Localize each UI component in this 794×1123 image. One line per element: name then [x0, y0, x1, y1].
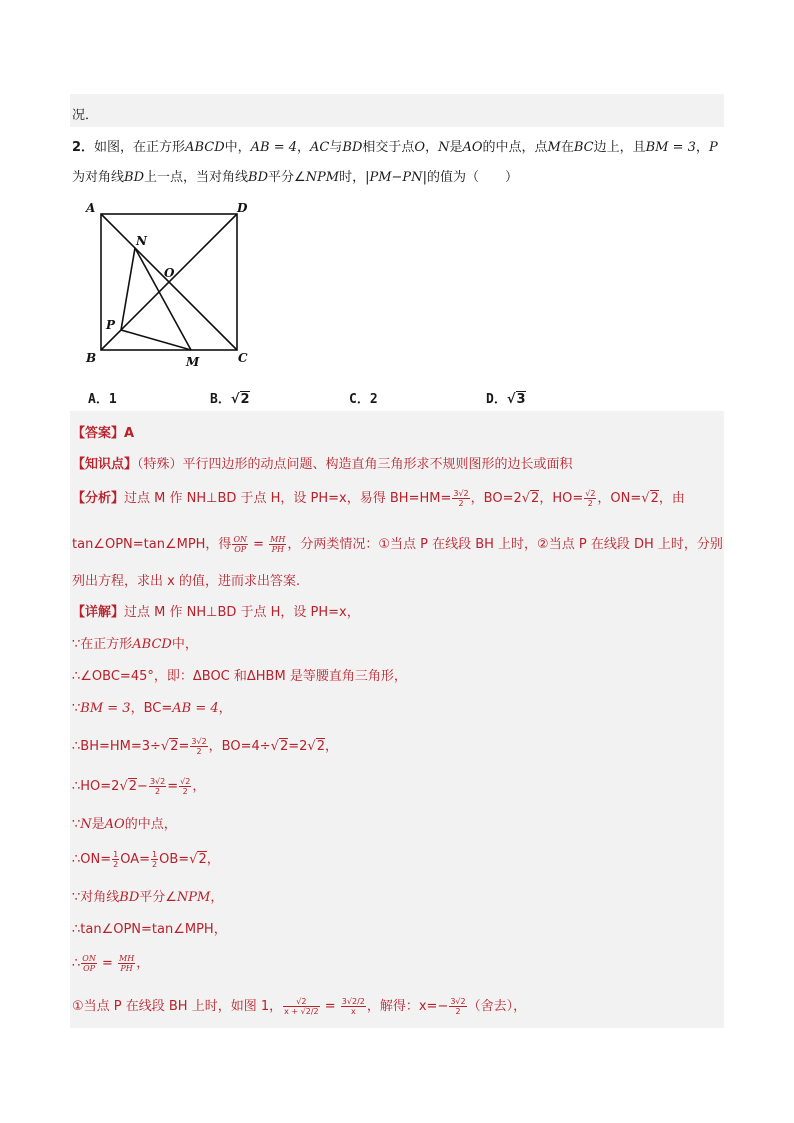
- frac-num: ON: [233, 535, 247, 544]
- option-d[interactable]: [486, 388, 526, 407]
- d-math: N: [80, 817, 92, 832]
- detail-line-3: ∴∠OBC=45°，即：ΔBOC 和ΔHBM 是等腰直角三角形，: [72, 669, 407, 684]
- d-math: BD: [119, 890, 140, 905]
- fraction: [179, 777, 191, 796]
- detail-line-5: [72, 735, 338, 756]
- analysis-tag: 【分析】: [72, 491, 125, 506]
- d-text: 过点 M 作 NH⊥BD 于点 H，设 PH=x，: [124, 605, 360, 620]
- q-math: BC: [573, 140, 594, 155]
- q-text: 平分∠: [268, 170, 306, 185]
- q-text: 与: [329, 140, 343, 155]
- frac-num: 3√2: [149, 777, 166, 786]
- answer-tag: 【答案】: [72, 426, 125, 441]
- d-text: ，: [192, 779, 206, 794]
- prev-block-bg: [70, 94, 724, 127]
- a-text: ，HO=: [539, 491, 584, 506]
- fraction: [149, 777, 166, 796]
- frac-den: 2: [182, 787, 188, 796]
- option-d-prefix: D．: [486, 392, 507, 407]
- d-text: ∵: [72, 701, 81, 716]
- d-text: ∵对角线: [72, 890, 120, 905]
- fraction: [341, 997, 366, 1016]
- q-math: M: [547, 140, 561, 155]
- label-a: A: [86, 201, 96, 215]
- d-text: ，BO=4÷: [208, 739, 271, 754]
- label-c: C: [238, 351, 248, 365]
- frac-num: 3√2/2: [341, 997, 365, 1006]
- radicand: 2: [170, 739, 179, 754]
- d-text: =: [97, 956, 118, 971]
- radicand: 2: [531, 491, 540, 506]
- question-number: 2．: [72, 140, 95, 155]
- detail-line-1: [72, 601, 360, 620]
- d-text: ，: [324, 739, 338, 754]
- detail-line-7: [72, 813, 177, 832]
- a-text: 过点 M 作 NH⊥BD 于点 H，设 PH=x，易得 BH=HM=: [124, 491, 452, 506]
- fraction: [584, 489, 596, 508]
- d-text: ，BC=: [130, 701, 173, 716]
- d-text: ∴: [72, 956, 81, 971]
- d-text: =: [167, 779, 179, 794]
- d-text: OA=: [120, 852, 151, 867]
- q-text: 的中点，点: [482, 140, 548, 155]
- fraction: [449, 997, 466, 1016]
- sqrt: √2: [160, 739, 179, 754]
- d-text: 中，: [171, 637, 198, 652]
- detail-line-10: ∴tan∠OPN=tan∠MPH，: [72, 922, 227, 937]
- label-m: M: [186, 355, 200, 369]
- q-text: 在: [560, 140, 574, 155]
- frac-den: 2: [152, 860, 158, 869]
- q-text: ，: [297, 140, 311, 155]
- q-text: 边上，且: [593, 140, 646, 155]
- fraction: [283, 997, 320, 1016]
- frac-den: 2: [458, 499, 464, 508]
- d-text: 是: [91, 817, 105, 832]
- q-math: AC: [310, 140, 330, 155]
- frac-den: OP: [83, 964, 96, 973]
- d-math: AO: [104, 817, 125, 832]
- d-text: ∵在正方形: [72, 637, 133, 652]
- sqrt: √2: [521, 491, 540, 506]
- a-text: ，分两类情况：①当点 P 在线段 BH 上时，②当点 P 在线段 DH 上时，分别: [287, 537, 723, 552]
- fraction: [232, 535, 248, 554]
- d-text: ，: [136, 956, 150, 971]
- q-math: BD: [342, 140, 363, 155]
- analysis-line-2: [72, 533, 723, 554]
- knowledge-line: [72, 453, 573, 472]
- frac-num: 3√2: [453, 489, 469, 498]
- label-b: B: [86, 351, 97, 365]
- frac-den: PH: [120, 964, 133, 973]
- prev-text: 况．: [72, 108, 99, 123]
- radicand: 2: [128, 779, 138, 794]
- q-math: BD: [248, 170, 268, 185]
- d-text: ∴BH=HM=3÷: [72, 739, 161, 754]
- d-text: ，: [206, 852, 220, 867]
- radicand: 2: [198, 852, 207, 867]
- frac-den: 2: [113, 860, 119, 869]
- option-c[interactable]: C．2: [349, 392, 378, 407]
- option-a[interactable]: A．1: [88, 392, 117, 407]
- frac-den: 2: [455, 1007, 461, 1016]
- q-math: P: [708, 140, 718, 155]
- frac-num: 3√2: [450, 997, 466, 1006]
- sqrt: √2: [641, 491, 659, 506]
- question-line-1: [72, 136, 718, 155]
- option-b-value: 2: [240, 392, 250, 407]
- q-math: BD: [124, 170, 144, 185]
- detail-line-12: [72, 995, 526, 1016]
- label-n: N: [136, 234, 147, 248]
- frac-den: 2: [196, 747, 202, 756]
- frac-num: ON: [82, 954, 96, 963]
- option-b-prefix: B．: [210, 392, 231, 407]
- sqrt: √2: [189, 852, 207, 867]
- q-math: NPM: [305, 170, 340, 185]
- a-text: ，BO=2: [470, 491, 522, 506]
- knowledge-tag: 【知识点】: [72, 457, 138, 472]
- question-line-2: [72, 166, 518, 185]
- radicand: 2: [316, 739, 325, 754]
- answer-value: A: [124, 426, 135, 441]
- d-text: OB=: [159, 852, 190, 867]
- segment-nm: [135, 248, 191, 350]
- frac-num: MH: [119, 954, 135, 963]
- sqrt-symbol: √3: [506, 392, 526, 407]
- fraction: [151, 850, 158, 869]
- fraction: [269, 535, 286, 554]
- q-math: BM = 3: [645, 140, 696, 155]
- d-text: （舍去），: [467, 999, 527, 1014]
- q-text: 为对角线: [72, 170, 125, 185]
- frac-num: √2: [585, 489, 596, 498]
- q-text: ，: [695, 140, 709, 155]
- q-math: AO: [462, 140, 483, 155]
- d-text: −: [137, 779, 148, 794]
- fraction: [452, 489, 469, 508]
- q-text: 是: [449, 140, 463, 155]
- d-text: ，: [210, 890, 224, 905]
- q-text: ，: [425, 140, 439, 155]
- fraction: [190, 737, 207, 756]
- d-text: ①当点 P 在线段 BH 上时，如图 1，: [72, 999, 283, 1014]
- frac-den: OP: [234, 545, 247, 554]
- q-text: 时，|: [339, 170, 370, 185]
- fraction: [118, 954, 135, 973]
- q-math: PM−PN: [369, 170, 423, 185]
- a-text: ，ON=: [597, 491, 642, 506]
- d-text: =: [178, 739, 190, 754]
- frac-num: √2: [283, 997, 320, 1007]
- knowledge-text: （特殊）平行四边形的动点问题、构造直角三角形求不规则图形的边长或面积: [137, 457, 573, 472]
- frac-den: 2: [155, 787, 161, 796]
- d-text: =2: [288, 739, 308, 754]
- segment-pm: [121, 330, 191, 350]
- d-math: AB = 4: [172, 701, 219, 716]
- a-text: tan∠OPN=tan∠MPH，得: [72, 537, 232, 552]
- analysis-line-1: [72, 487, 685, 508]
- frac-num: MH: [270, 535, 286, 544]
- q-text: 中，: [224, 140, 251, 155]
- radicand: 2: [650, 491, 659, 506]
- sqrt: √2: [119, 779, 138, 794]
- detail-line-6: [72, 775, 205, 796]
- q-text: 如图，在正方形: [94, 140, 186, 155]
- q-math: O: [414, 140, 426, 155]
- answer-line: [72, 422, 134, 441]
- d-text: ，解得：x=−: [366, 999, 449, 1014]
- fraction: [112, 850, 119, 869]
- frac-den: x: [350, 1007, 356, 1016]
- frac-den: 2: [587, 499, 593, 508]
- d-text: ∴ON=: [72, 852, 112, 867]
- frac-num: √2: [180, 777, 191, 786]
- d-text: ，: [218, 701, 232, 716]
- detail-line-8: [72, 848, 220, 869]
- frac-den: PH: [271, 545, 284, 554]
- q-text: |的值为（ ）: [422, 170, 518, 185]
- frac-num: 3√2: [191, 737, 207, 746]
- label-o: O: [164, 266, 175, 280]
- d-text: 的中点，: [124, 817, 177, 832]
- q-text: 上一点，当对角线: [144, 170, 249, 185]
- detail-line-11: [72, 952, 149, 973]
- analysis-line-3: 列出方程，求出 x 的值，进而求出答案.: [72, 574, 301, 589]
- detail-line-2: [72, 633, 198, 652]
- sqrt-symbol: √2: [230, 392, 250, 407]
- d-text: ∴HO=2: [72, 779, 120, 794]
- frac-num: 1: [152, 850, 158, 859]
- sqrt: √2: [307, 739, 325, 754]
- q-text: 相交于点: [362, 140, 415, 155]
- detail-line-4: [72, 697, 232, 716]
- a-text: =: [249, 537, 269, 552]
- d-text: ∵: [72, 817, 81, 832]
- frac-num: 1: [113, 850, 119, 859]
- sqrt: √2: [270, 739, 289, 754]
- d-text: =: [320, 999, 340, 1014]
- frac-den: x + √2/2: [284, 1007, 319, 1016]
- d-text: 平分∠: [139, 890, 177, 905]
- a-text: ，由: [658, 491, 685, 506]
- d-math: NPM: [176, 890, 211, 905]
- detail-line-9: [72, 886, 223, 905]
- q-math: N: [438, 140, 450, 155]
- fraction: [81, 954, 97, 973]
- d-math: BM = 3: [80, 701, 131, 716]
- radicand: 2: [279, 739, 289, 754]
- q-math: ABCD: [185, 140, 225, 155]
- detail-tag: 【详解】: [72, 605, 125, 620]
- label-p: P: [106, 318, 116, 332]
- q-math: AB = 4: [250, 140, 298, 155]
- option-d-value: 3: [516, 392, 526, 407]
- label-d: D: [237, 201, 248, 215]
- square-figure: [80, 196, 260, 372]
- option-b[interactable]: [210, 388, 250, 407]
- d-math: ABCD: [132, 637, 172, 652]
